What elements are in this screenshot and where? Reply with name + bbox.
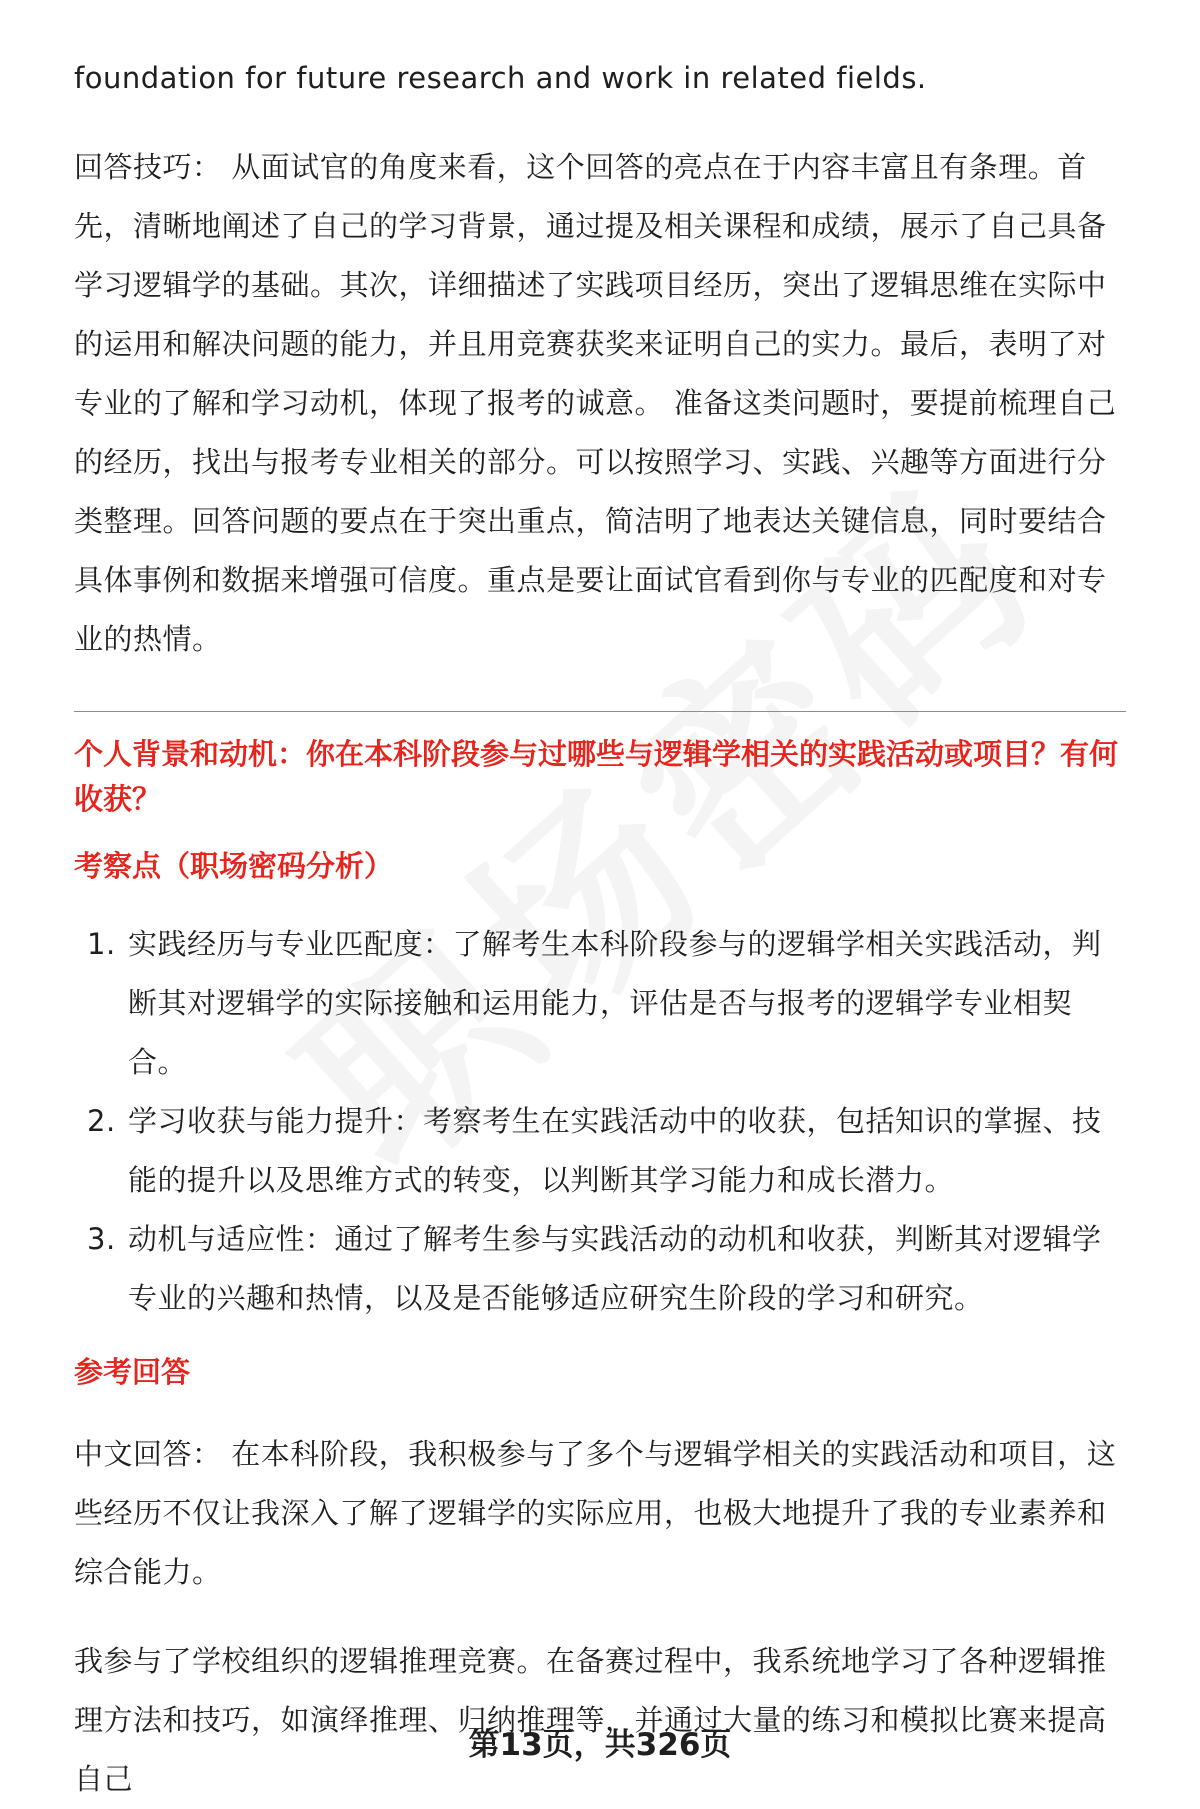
focus-point-item bbox=[74, 1092, 1126, 1210]
focus-point-number: 2. bbox=[87, 1104, 116, 1138]
tip-paragraph: 回答技巧： 从面试官的角度来看，这个回答的亮点在于内容丰富且有条理。首先，清晰地阐述了自己的学习背景，通过提及相关课程和成绩，展示了自己具备学习逻辑学的基础。其次，详细描述了实践项目经历，突出了逻辑思维在实际中的运用和解决问题的能力，并且用竞赛获奖来证明自己的实力。最后，表明了对专业的了解和学习动机，体现了报考的诚意。 准备这类问题时，要提前梳理自己的经历，找出与报考专业相关的部分。可以按照学习、实践、兴趣等方面进行分类整理。回答问题的要点在于突出重点，简洁明了地表达关键信息，同时要结合具体事例和数据来增强可信度。重点是要让面试官看到你与专业的匹配度和对专业的热情。 bbox=[74, 150, 1117, 656]
focus-point-number: 1. bbox=[87, 927, 116, 961]
focus-point-text: 动机与适应性：通过了解考生参与实践活动的动机和收获，判断其对逻辑学专业的兴趣和热情，以及是否能够适应研究生阶段的学习和研究。 bbox=[128, 1222, 1102, 1315]
answer-paragraph: 中文回答： 在本科阶段，我积极参与了多个与逻辑学相关的实践活动和项目，这些经历不仅让我深入了解了逻辑学的实际应用，也极大地提升了我的专业素养和综合能力。 bbox=[74, 1437, 1117, 1589]
focus-point-item bbox=[74, 915, 1126, 1092]
intro-tail-paragraph: foundation for future research and work in related fields. bbox=[74, 61, 927, 95]
focus-point-number: 3. bbox=[87, 1222, 116, 1256]
focus-points-list bbox=[74, 915, 1126, 1328]
question-heading: 个人背景和动机：你在本科阶段参与过哪些与逻辑学相关的实践活动或项目？有何收获？ bbox=[74, 737, 1119, 816]
focus-point-item bbox=[74, 1210, 1126, 1328]
section-divider bbox=[74, 711, 1126, 712]
page-number-footer: 第13页，共326页 bbox=[468, 1727, 732, 1763]
reference-heading: 参考回答 bbox=[74, 1355, 191, 1389]
focus-point-text: 学习收获与能力提升：考察考生在实践活动中的收获，包括知识的掌握、技能的提升以及思维方式的转变，以判断其学习能力和成长潜力。 bbox=[128, 1104, 1102, 1197]
focus-heading: 考察点（职场密码分析） bbox=[74, 849, 394, 883]
page-content bbox=[74, 49, 1126, 1809]
focus-point-text: 实践经历与专业匹配度：了解考生本科阶段参与的逻辑学相关实践活动，判断其对逻辑学的实际接触和运用能力，评估是否与报考的逻辑学专业相契合。 bbox=[128, 927, 1102, 1079]
continuation-paragraph: 我参与了学校组织的逻辑推理竞赛。在备赛过程中，我系统地学习了各种逻辑推理方法和技巧，如演绎推理、归纳推理等，并通过大量的练习和模拟比赛来提高自己 bbox=[74, 1644, 1107, 1796]
document-page bbox=[0, 49, 1200, 1804]
